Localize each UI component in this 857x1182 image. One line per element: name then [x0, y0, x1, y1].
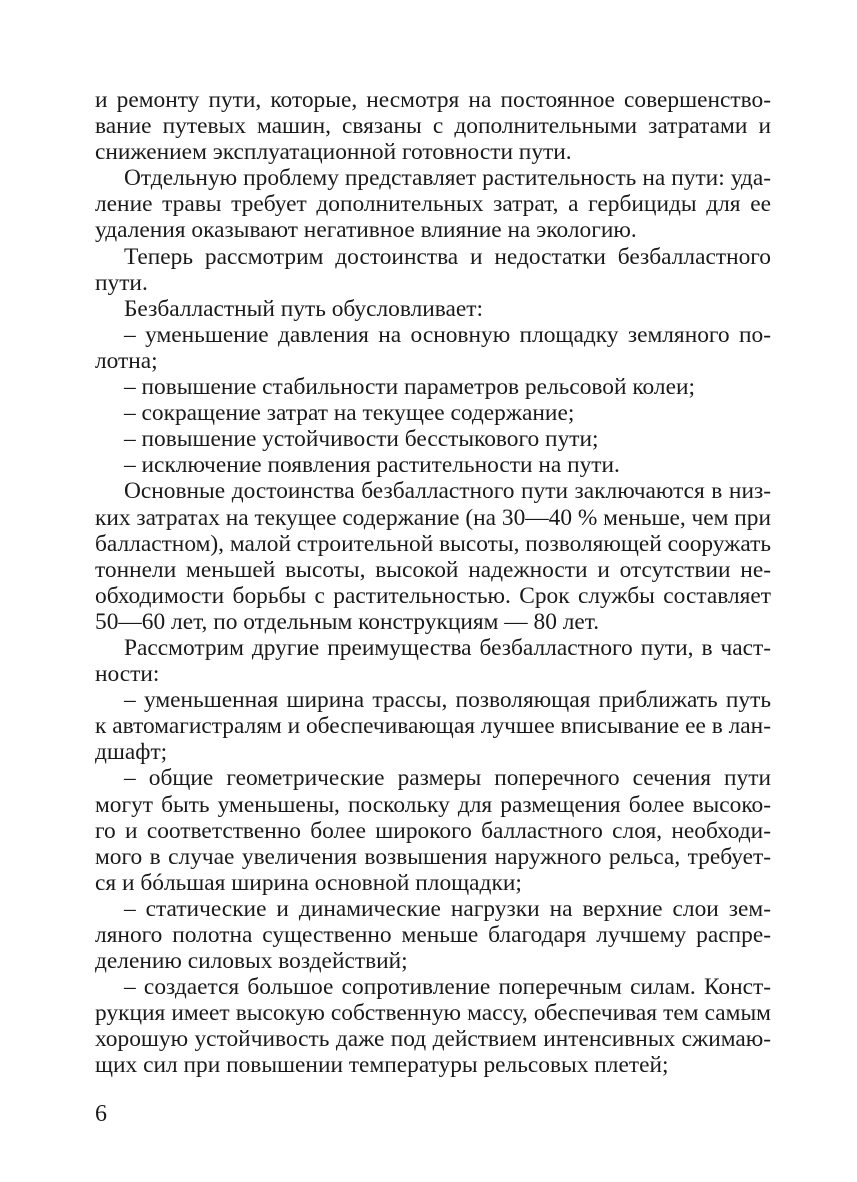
text-line: рукция имеет высокую собственную массу, обеспечивая тем самым	[95, 1000, 771, 1027]
text-line: ление травы требует дополнительных затрат, а гербициды для ее	[95, 191, 771, 218]
text-line: Рассмотрим другие преимущества безбалластного пути, в част-	[124, 634, 771, 661]
text-line: го и соответственно более широкого балластного слоя, необходи-	[95, 817, 771, 844]
text-line: ляного полотна существенно меньше благодаря лучшему распре-	[95, 922, 771, 948]
text-line: ких затратах на текущее содержание (на 30—40 % меньше, чем при	[95, 504, 771, 531]
text-line: – сокращение затрат на текущее содержание;	[124, 400, 575, 427]
text-line: делению силовых воздействий;	[95, 948, 408, 975]
text-line: вание путевых машин, связаны с дополнительными затратами и	[95, 113, 771, 140]
text-line: – повышение устойчивости бесстыкового пути;	[124, 426, 599, 453]
text-line: дшафт;	[95, 739, 168, 766]
text-line: Основные достоинства безбалластного пути заключаются в низ-	[124, 478, 771, 505]
text-line: Теперь рассмотрим достоинства и недостатки безбалластного	[124, 243, 771, 270]
text-line: – статические и динамические нагрузки на верхние слои зем-	[124, 895, 771, 922]
text-line: могут быть уменьшены, поскольку для размещения более высоко-	[95, 791, 771, 818]
text-line: обходимости борьбы с растительностью. Срок службы составляет	[95, 582, 771, 609]
text-line: – создается большое сопротивление поперечным силам. Конст-	[124, 974, 771, 1001]
text-line: 50—60 лет, по отдельным конструкциям — 80 лет.	[95, 608, 600, 635]
text-line: – уменьшенная ширина трассы, позволяющая приближать путь	[124, 687, 771, 714]
page-body	[95, 87, 771, 1079]
text-line: – повышение стабильности параметров рельсовой колеи;	[124, 374, 695, 401]
text-line: тоннели меньшей высоты, высокой надежности и отсутствии не-	[95, 556, 771, 583]
text-line: балластном), малой строительной высоты, позволяющей сооружать	[95, 530, 772, 557]
text-line: мого в случае увеличения возвышения наружного рельса, требует-	[95, 843, 771, 870]
text-line: ности:	[95, 661, 160, 688]
text-line: – исключение появления растительности на пути.	[124, 452, 620, 479]
text-line: снижением эксплуатационной готовности пути.	[95, 139, 572, 166]
text-line: Безбалластный путь обусловливает:	[124, 295, 484, 322]
text-line: – уменьшение давления на основную площадку земляного по-	[124, 321, 771, 348]
text-line: лотна;	[95, 347, 158, 374]
text-line: и ремонту пути, которые, несмотря на постоянное совершенство-	[95, 87, 771, 113]
text-line: Отдельную проблему представляет растительность на пути: уда-	[124, 165, 771, 192]
text-line: удаления оказывают негативное влияние на экологию.	[95, 217, 637, 244]
text-line: пути.	[95, 269, 148, 296]
text-line: щих сил при повышении температуры рельсовых плетей;	[95, 1052, 669, 1079]
text-line: – общие геометрические размеры поперечного сечения пути	[124, 765, 771, 792]
text-line: хорошую устойчивость даже под действием интенсивных сжимаю-	[95, 1026, 771, 1053]
text-line: ся и бóльшая ширина основной площадки;	[95, 869, 522, 896]
page-number: 6	[95, 1101, 107, 1127]
text-line: к автомагистралям и обеспечивающая лучшее вписывание ее в лан-	[95, 713, 771, 740]
